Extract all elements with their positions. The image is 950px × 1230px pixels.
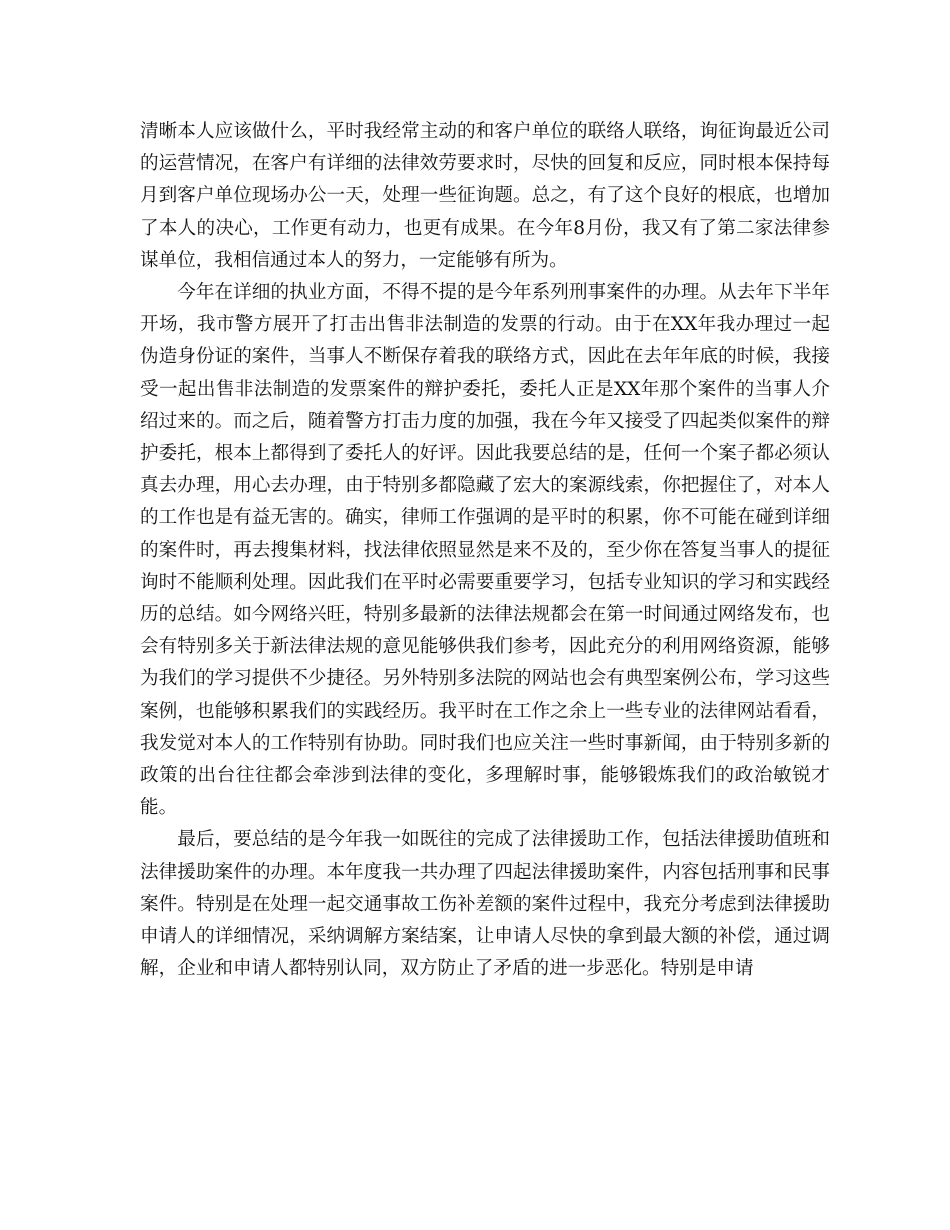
document-body [140,116,830,985]
paragraph-continuation: 清晰本人应该做什么，平时我经常主动的和客户单位的联络人联络，询征询最近公司的运营情况，在客户有详细的法律效劳要求时，尽快的回复和反应，同时根本保持每月到客户单位现场办公一天，处理一些征询题。总之，有了这个良好的根底，也增加了本人的决心，工作更有动力，也更有成果。在今年8月份，我又有了第二家法律参谋单位，我相信通过本人的努力，一定能够有所为。 [140,121,830,271]
paragraph-legal-aid: 最后，要总结的是今年我一如既往的完成了法律援助工作，包括法律援助值班和法律援助案件的办理。本年度我一共办理了四起法律援助案件，内容包括刑事和民事案件。特别是在处理一起交通事故工伤补差额的案件过程中，我充分考虑到法律援助申请人的详细情况，采纳调解方案结案，让申请人尽快的拿到最大额的补偿，通过调解，企业和申请人都特别认同，双方防止了矛盾的进一步恶化。特别是申请 [140,829,830,980]
paragraph-criminal-cases: 今年在详细的执业方面，不得不提的是今年系列刑事案件的办理。从去年下半年开场，我市警方展开了打击出售非法制造的发票的行动。由于在XX年我办理过一起伪造身份证的案件，当事人不断保存着我的联络方式，因此在去年年底的时候，我接受一起出售非法制造的发票案件的辩护委托，委托人正是XX年那个案件的当事人介绍过来的。而之后，随着警方打击力度的加强，我在今年又接受了四起类似案件的辩护委托，根本上都得到了委托人的好评。因此我要总结的是，任何一个案子都必须认真去办理，用心去办理，由于特别多都隐藏了宏大的案源线索，你把握住了，对本人的工作也是有益无害的。确实，律师工作强调的是平时的积累，你不可能在碰到详细的案件时，再去搜集材料，找法律依照显然是来不及的，至少你在答复当事人的提征询时不能顺利处理。因此我们在平时必需要重要学习，包括专业知识的学习和实践经历的总结。如今网络兴旺，特别多最新的法律法规都会在第一时间通过网络发布，也会有特别多关于新法律法规的意见能够供我们参考，因此充分的利用网络资源，能够为我们的学习提供不少捷径。另外特别多法院的网站也会有典型案例公布，学习这些案例，也能够积累我们的实践经历。我平时在工作之余上一些专业的法律网站看看，我发觉对本人的工作特别有协助。同时我们也应关注一些时事新闻，由于特别多新的政策的出台往往都会牵涉到法律的变化，多理解时事，能够锻炼我们的政治敏锐才能。 [140,282,830,819]
